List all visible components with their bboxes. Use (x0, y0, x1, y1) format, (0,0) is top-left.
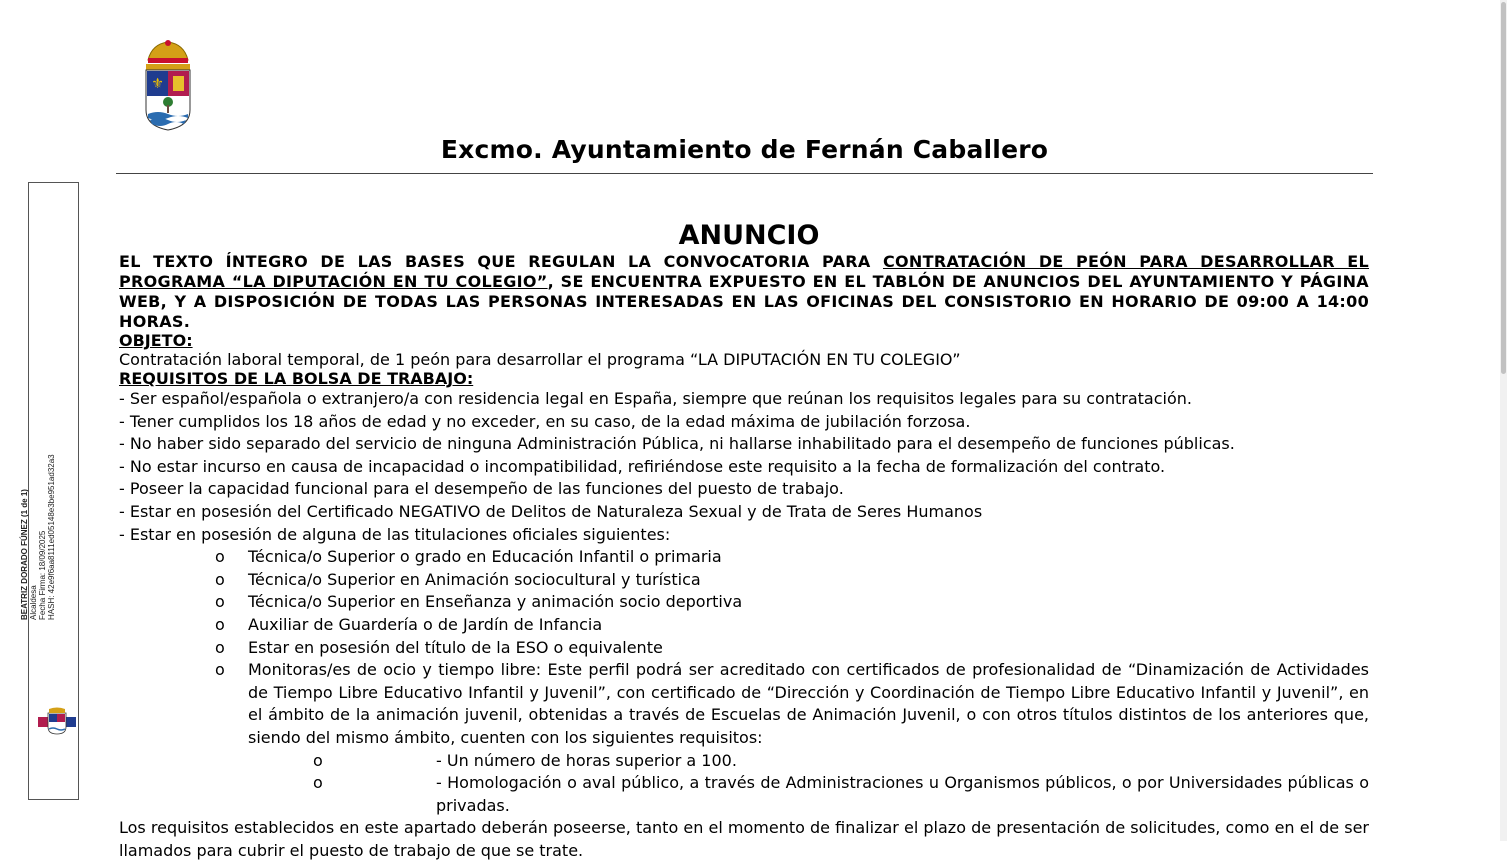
requisito-item: - Tener cumplidos los 18 años de edad y no exceder, en su caso, de la edad máxima de jubilación forzosa. (119, 411, 971, 431)
signature-hash: HASH: 42e9f6aa8111ed05148e3be951ad32a3 (47, 454, 56, 620)
signature-text (20, 320, 56, 620)
header-divider (116, 173, 1373, 174)
bullet-icon: o (215, 614, 225, 634)
page-title: Excmo. Ayuntamiento de Fernán Caballero (440, 135, 1049, 164)
document-heading: ANUNCIO (678, 220, 820, 251)
titulacion-item: o Estar en posesión del título de la ESO o equivalente (119, 637, 1369, 660)
mini-crest-icon (36, 707, 78, 735)
intro-pre: EL TEXTO ÍNTEGRO DE LAS BASES QUE REGULAN LA CONVOCATORIA PARA (119, 252, 883, 271)
bullet-icon: o (215, 592, 225, 612)
monitor-requisito-item: o - Homologación o aval público, a través de Administraciones u Organismos públicos, o por Universidades públicas o privadas. (313, 773, 1369, 815)
closing-paragraph: Los requisitos establecidos en este apartado deberán poseerse, tanto en el momento de finalizar el plazo de presentación de solicitudes, como en el de ser llamados para cubrir el puesto de trabajo de que se trate. (119, 818, 1369, 860)
signature-date: Fecha Firma: 18/09/2025 (38, 530, 47, 620)
titulacion-item: o Técnica/o Superior o grado en Educación Infantil o primaria (119, 546, 1369, 569)
scrollbar-thumb[interactable] (1501, 2, 1506, 374)
titulacion-item: o Técnica/o Superior en Enseñanza y animación socio deportiva (119, 591, 1369, 614)
svg-text:⚜: ⚜ (151, 76, 164, 92)
requisito-item: - Estar en posesión del Certificado NEGATIVO de Delitos de Naturaleza Sexual y de Trata de Seres Humanos (119, 501, 983, 521)
requisito-item: - Ser español/española o extranjero/a con residencia legal en España, siempre que reúnan los requisitos legales para su contratación. (119, 389, 1192, 408)
requisitos-heading: REQUISITOS DE LA BOLSA DE TRABAJO: (119, 369, 474, 388)
monitor-requisito-item: o - Un número de horas superior a 100. (119, 750, 1369, 773)
requisito-item: - No haber sido separado del servicio de ninguna Administración Pública, ni hallarse inhabilitado para el desempeño de funciones públicas. (119, 434, 1235, 454)
titulacion-item: o Técnica/o Superior en Animación sociocultural y turística (119, 569, 1369, 592)
document-body (119, 220, 1369, 862)
intro-paragraph (119, 252, 1369, 332)
town-crest-logo (138, 38, 198, 132)
bullet-icon: o (215, 660, 225, 680)
objeto-text: Contratación laboral temporal, de 1 peón para desarrollar el programa “LA DIPUTACIÓN EN TU COLEGIO” (119, 350, 961, 369)
bullet-icon: o (313, 773, 323, 793)
intro-underlined: CONTRATACIÓN DE PEÓN PARA DESARROLLAR EL PROGRAMA “LA DIPUTACIÓN EN TU COLEGIO” (119, 252, 1370, 291)
signer-role: Alcaldesa (29, 585, 38, 620)
objeto-heading: OBJETO: (119, 331, 193, 350)
bullet-icon: o (215, 569, 225, 589)
titulacion-item: o Monitoras/es de ocio y tiempo libre: Este perfil podrá ser acreditado con certificados de profesionalidad de “Dinamización de Actividades de Tiempo Libre Educativo Infantil y Juvenil”, con certificado de “Dirección y Coordinación de Tiempo Libre Educativo Infantil y Juvenil”, en el ámbito de la animación juvenil, obtenidas a través de Escuelas de Animación Juvenil, o con otros títulos distintos de los anteriores que, siendo del mismo ámbito, cuenten con los siguientes requisitos: (215, 660, 1369, 747)
bullet-icon: o (215, 547, 225, 567)
bullet-icon: o (313, 750, 323, 770)
titulacion-item: o Auxiliar de Guardería o de Jardín de Infancia (119, 614, 1369, 637)
requisito-item: - Estar en posesión de alguna de las titulaciones oficiales siguientes: (119, 524, 671, 544)
requisito-item: - No estar incurso en causa de incapacidad o incompatibilidad, refiriéndose este requisito a la fecha de formalización del contrato. (119, 456, 1166, 476)
signer-name: BEATRIZ DORADO FÚNEZ (1 de 1) (20, 489, 29, 620)
requisito-item: - Poseer la capacidad funcional para el desempeño de las funciones del puesto de trabajo. (119, 479, 844, 499)
intro-post: , SE ENCUENTRA EXPUESTO EN EL TABLÓN DE ANUNCIOS DEL AYUNTAMIENTO Y PÁGINA WEB, Y A DISPOSICIÓN DE TODAS LAS PERSONAS INTERESADAS EN LAS OFICINAS DEL CONSISTORIO EN HORARIO DE 09:00 A 14:00 HORAS. (119, 272, 1369, 331)
bullet-icon: o (215, 637, 225, 657)
